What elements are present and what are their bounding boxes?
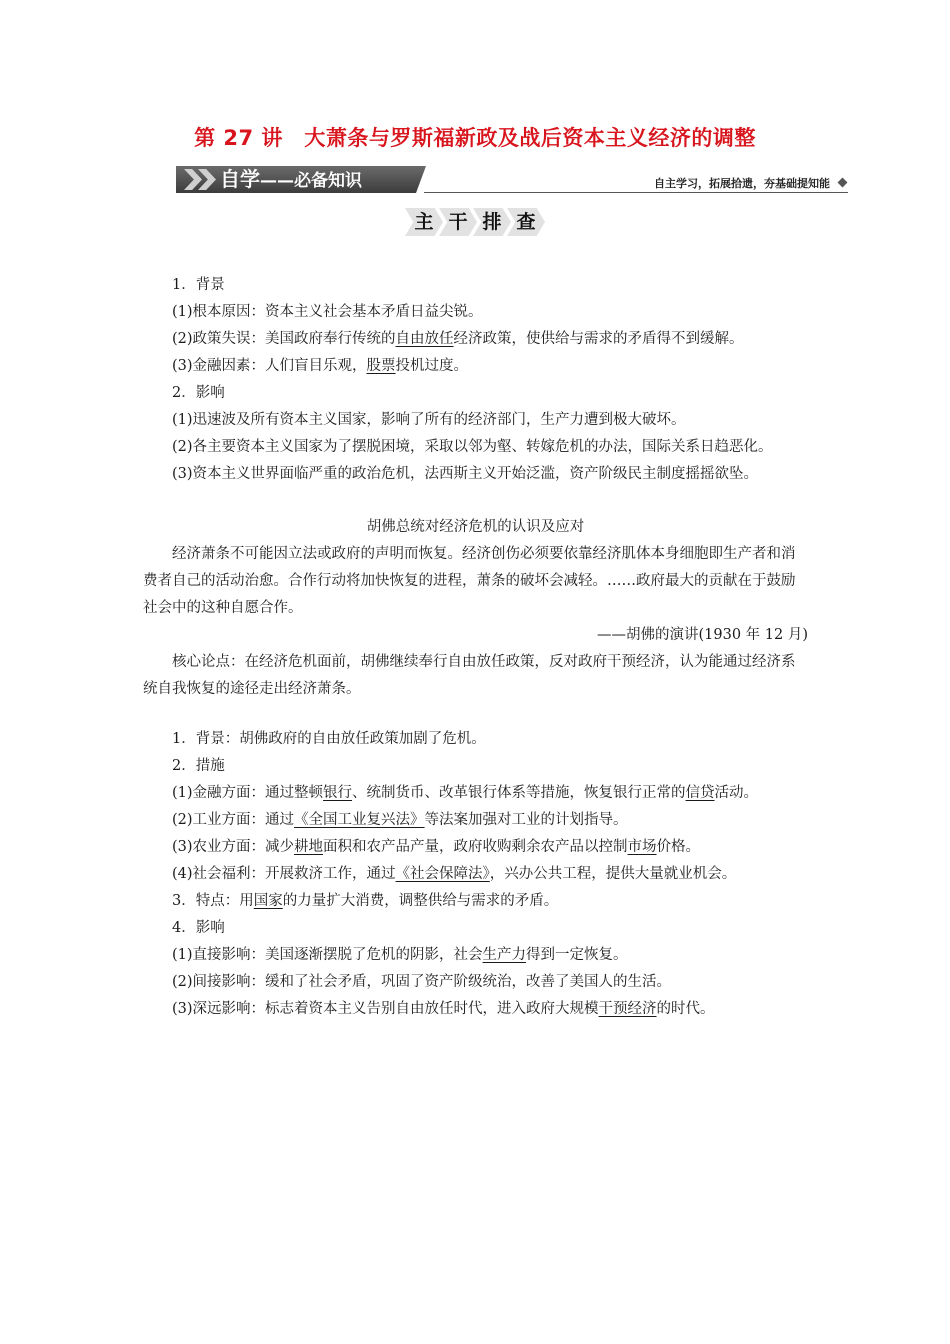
underlined-term: 自由放任	[395, 331, 454, 347]
paragraph: (4)社会福利：开展救济工作，通过《社会保障法》，兴办公共工程，提供大量就业机会。	[172, 866, 737, 882]
paragraph: (2)政策失误：美国政府奉行传统的自由放任经济政策，使供给与需求的矛盾得不到缓解。	[172, 331, 744, 347]
chip: 查	[507, 208, 545, 236]
underlined-term: 市场	[627, 839, 657, 855]
underlined-term: 《全国工业复兴法》	[294, 812, 425, 828]
underlined-term: 生产力	[482, 947, 527, 963]
paragraph: (3)资本主义世界面临严重的政治危机，法西斯主义开始泛滥，资产阶级民主制度摇摇欲坠。	[172, 466, 759, 482]
underlined-term: 干预经济	[598, 1001, 657, 1017]
paragraph: (2)工业方面：通过《全国工业复兴法》等法案加强对工业的计划指导。	[172, 812, 628, 828]
quote-source: ——胡佛的演讲(1930 年 12 月)	[597, 627, 808, 643]
paragraph: (1)金融方面：通过整顿银行、统制货币、改革银行体系等措施，恢复银行正常的信贷活动。	[172, 785, 759, 801]
core-point: 核心论点：在经济危机面前，胡佛继续奉行自由放任政策，反对政府干预经济，认为能通过经济系统自我恢复的途径走出经济萧条。	[143, 654, 796, 697]
paragraph: (1)迅速波及所有资本主义国家，影响了所有的经济部门，生产力遭到极大破坏。	[172, 412, 686, 428]
banner-rule	[424, 192, 848, 193]
quote-body: 经济萧条不可能因立法或政府的声明而恢复。经济创伤必须要依靠经济肌体本身细胞即生产者和消费者自己的活动治愈。合作行动将加快恢复的进程，萧条的破坏会减轻。……政府最大的贡献在于鼓励社会中的这种自愿合作。	[143, 546, 796, 616]
banner-label	[220, 166, 362, 193]
heading-impact-2: 4．影响	[172, 920, 225, 936]
underlined-term: 国家	[253, 893, 283, 909]
page-title: 第 27 讲 大萧条与罗斯福新政及战后资本主义经济的调整	[194, 126, 756, 150]
heading-impact: 2．影响	[172, 385, 225, 401]
chip: 排	[473, 208, 511, 236]
section-chips	[0, 208, 950, 236]
underlined-term: 耕地	[294, 839, 324, 855]
document-body	[143, 272, 808, 1023]
chip: 主	[405, 208, 443, 236]
quote-heading: 胡佛总统对经济危机的认识及应对	[366, 519, 585, 535]
paragraph: 1．背景：胡佛政府的自由放任政策加剧了危机。	[172, 731, 486, 747]
paragraph: (2)间接影响：缓和了社会矛盾，巩固了资产阶级统治，改善了美国人的生活。	[172, 974, 672, 990]
banner-tagline: 自主学习，拓展拾遗，夯基础提知能	[654, 177, 830, 190]
underlined-term: 信贷	[685, 785, 715, 801]
section-banner	[176, 166, 848, 196]
underlined-term: 银行	[323, 785, 353, 801]
paragraph: (3)金融因素：人们盲目乐观，股票投机过度。	[172, 358, 469, 374]
paragraph: (1)根本原因：资本主义社会基本矛盾日益尖锐。	[172, 304, 483, 320]
chip: 干	[439, 208, 477, 236]
banner-label-sub: ——必备知识	[260, 171, 362, 191]
banner-label-main: 自学	[220, 167, 260, 191]
paragraph: (2)各主要资本主义国家为了摆脱困境，采取以邻为壑、转嫁危机的办法，国际关系日趋恶化。	[172, 439, 773, 455]
paragraph: 3．特点：用国家的力量扩大消费，调整供给与需求的矛盾。	[172, 893, 559, 909]
underlined-term: 《社会保障法》	[395, 866, 490, 882]
paragraph: (3)农业方面：减少耕地面积和农产品产量，政府收购剩余农产品以控制市场价格。	[172, 839, 701, 855]
heading-measures: 2．措施	[172, 758, 225, 774]
heading-background: 1．背景	[172, 277, 225, 293]
paragraph: (3)深远影响：标志着资本主义告别自由放任时代，进入政府大规模干预经济的时代。	[172, 1001, 715, 1017]
diamond-icon	[838, 178, 848, 188]
underlined-term: 股票	[366, 358, 396, 374]
paragraph: (1)直接影响：美国逐渐摆脱了危机的阴影，社会生产力得到一定恢复。	[172, 947, 628, 963]
